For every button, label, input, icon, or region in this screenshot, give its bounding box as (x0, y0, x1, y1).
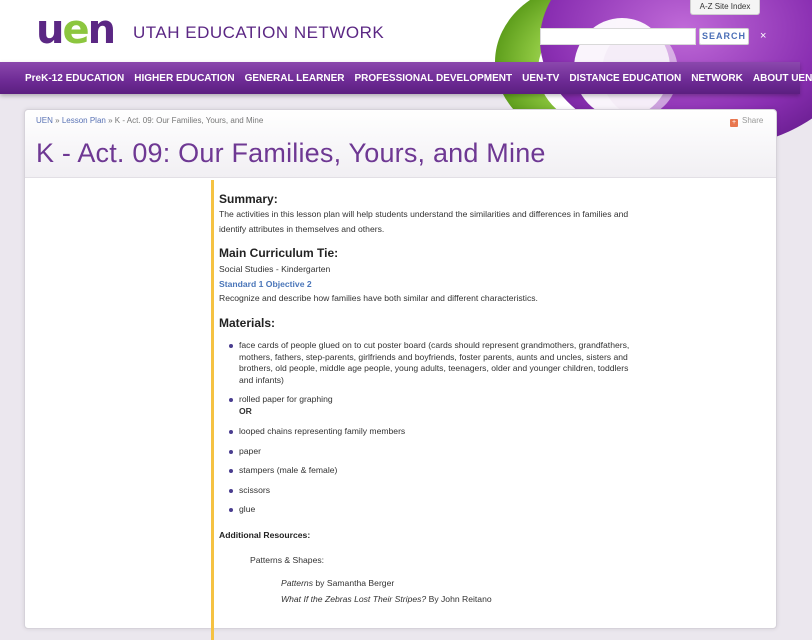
breadcrumb-separator: » (108, 116, 113, 125)
nav-item-about-uen[interactable]: ABOUT UEN (752, 72, 812, 84)
search-input[interactable] (540, 28, 696, 45)
material-line: brothers, old people, middle age people, young adults, teenagers, older and younger children, toddlers (239, 363, 629, 374)
nav-item-distance-education[interactable]: DISTANCE EDUCATION (569, 72, 682, 84)
summary-line-2: identify attributes in themselves and others. (219, 224, 385, 234)
logo-letter-u: u (36, 7, 63, 53)
list-item (239, 426, 669, 438)
additional-resources-heading: Additional Resources: (219, 530, 311, 540)
nav-item-uen-tv[interactable]: UEN-TV (522, 72, 560, 84)
list-item (239, 340, 669, 386)
share-label: Share (742, 116, 764, 125)
breadcrumb (36, 116, 263, 125)
share-button[interactable] (730, 116, 763, 127)
curriculum-description: Recognize and describe how families have both similar and different characteristics. (219, 293, 538, 303)
title-band (25, 110, 776, 178)
standard-link[interactable]: Standard 1 Objective 2 (219, 279, 312, 289)
search-button[interactable]: SEARCH (699, 28, 749, 45)
material-line: mothers, fathers, step-parents, girlfriends and boyfriends, foster parents, aunts and uncles, sisters and (239, 351, 628, 362)
nav-item-general-learner[interactable]: GENERAL LEARNER (244, 72, 345, 84)
resource-book (281, 594, 492, 604)
logo-letter-n: n (87, 7, 115, 53)
list-item (239, 446, 669, 458)
material-text: rolled paper for graphing (239, 394, 333, 404)
breadcrumb-current: K - Act. 09: Our Families, Yours, and Mine (114, 116, 264, 125)
page-title: K - Act. 09: Our Families, Yours, and Mine (36, 138, 546, 168)
material-text: looped chains representing family members (239, 426, 406, 436)
breadcrumb-lesson-plan-link[interactable]: Lesson Plan (61, 116, 106, 125)
book-author: by Samantha Berger (313, 578, 395, 588)
summary-line-1: The activities in this lesson plan will help students understand the similarities and differences in families and (219, 209, 629, 219)
book-title: Patterns (281, 578, 314, 588)
book-author: By John Reitano (426, 594, 492, 604)
nav-item-network[interactable]: NETWORK (691, 72, 743, 84)
breadcrumb-separator: » (55, 116, 60, 125)
bullet-icon (229, 489, 233, 493)
list-item (239, 485, 669, 497)
material-text: scissors (239, 485, 271, 495)
close-icon[interactable]: × (760, 30, 767, 42)
bullet-icon (229, 398, 233, 402)
az-site-index-link[interactable]: A-Z Site Index (690, 0, 760, 15)
material-or-text: OR (239, 405, 252, 416)
list-item (239, 465, 669, 477)
site-header (0, 0, 800, 62)
list-item (239, 394, 669, 417)
materials-heading: Materials: (219, 316, 276, 330)
material-text: paper (239, 446, 261, 456)
curriculum-subject: Social Studies - Kindergarten (219, 264, 331, 274)
bullet-icon (229, 430, 233, 434)
nav-item-higher-education[interactable]: HIGHER EDUCATION (134, 72, 235, 84)
bullet-icon (229, 344, 233, 348)
book-title: What If the Zebras Lost Their Stripes? (281, 594, 427, 604)
bullet-icon (229, 508, 233, 512)
lesson-content (211, 180, 681, 640)
bullet-icon (229, 469, 233, 473)
nav-item-professional-development[interactable]: PROFESSIONAL DEVELOPMENT (354, 72, 513, 84)
breadcrumb-home-link[interactable]: UEN (36, 116, 53, 125)
material-text: glue (239, 504, 256, 514)
bullet-icon (229, 450, 233, 454)
share-icon: + (731, 119, 737, 126)
list-item (239, 504, 669, 516)
uen-logo[interactable] (36, 7, 115, 53)
resource-category: Patterns & Shapes: (250, 555, 325, 565)
logo-letter-e: e (62, 7, 88, 53)
curriculum-heading: Main Curriculum Tie: (219, 246, 339, 260)
main-nav (0, 62, 812, 94)
content-panel (24, 109, 777, 629)
resource-book (281, 578, 394, 588)
nav-item-prek12[interactable]: PreK-12 EDUCATION (25, 72, 125, 84)
material-text: stampers (male & female) (239, 465, 338, 475)
material-line: face cards of people glued on to cut poster board (cards should represent grandmothers, grandfathers, (239, 340, 630, 350)
material-line: and infants) (239, 374, 284, 385)
org-name[interactable]: UTAH EDUCATION NETWORK (133, 23, 385, 42)
summary-heading: Summary: (219, 192, 278, 206)
